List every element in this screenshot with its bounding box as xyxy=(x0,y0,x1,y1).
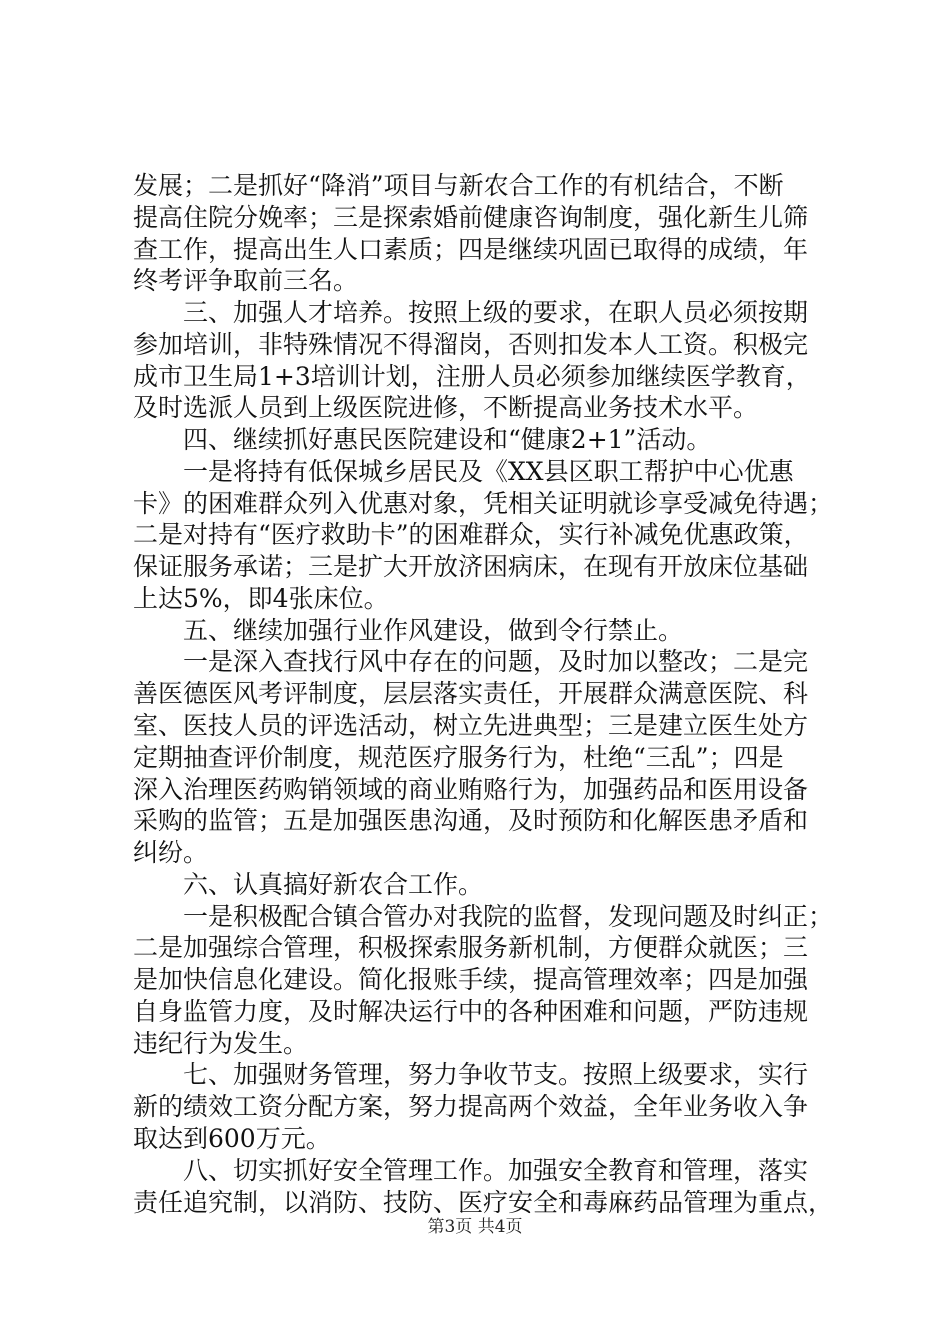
body-line: 二是对持有“医疗救助卡”的困难群众，实行补减免优惠政策， xyxy=(133,520,809,550)
body-line: 五、继续加强行业作风建设，做到令行禁止。 xyxy=(133,615,684,645)
body-line: 保证服务承诺；三是扩大开放济困病床，在现有开放床位基础 xyxy=(133,552,809,582)
body-line: 成市卫生局1+3培训计划，注册人员必须参加继续医学教育， xyxy=(133,361,811,391)
page-number-footer: 第3页 共4页 xyxy=(427,1217,523,1237)
body-line: 深入治理医药购销领域的商业贿赂行为，加强药品和医用设备 xyxy=(133,774,809,804)
body-line: 取达到600万元。 xyxy=(133,1123,331,1153)
body-line: 定期抽查评价制度，规范医疗服务行为，杜绝“三乱”；四是 xyxy=(133,742,784,772)
document-body xyxy=(133,170,834,1218)
body-line: 一是将持有低保城乡居民及《XX县区职工帮护中心优惠 xyxy=(133,456,794,486)
body-line: 八、切实抓好安全管理工作。加强安全教育和管理，落实 xyxy=(133,1155,809,1185)
body-line: 采购的监管；五是加强医患沟通，及时预防和化解医患矛盾和 xyxy=(133,806,809,836)
body-line: 二是加强综合管理，积极探索服务新机制，方便群众就医；三 xyxy=(133,933,809,963)
body-line: 四、继续抓好惠民医院建设和“健康2+1”活动。 xyxy=(133,425,712,455)
body-line: 室、医技人员的评选活动，树立先进典型；三是建立医生处方 xyxy=(133,711,809,741)
body-line: 发展；二是抓好“降消”项目与新农合工作的有机结合，不断 xyxy=(133,171,784,200)
body-line: 是加快信息化建设。简化报账手续，提高管理效率；四是加强 xyxy=(133,965,809,995)
body-line: 查工作，提高出生人口素质；四是继续巩固已取得的成绩，年 xyxy=(133,234,809,264)
body-line: 终考评争取前三名。 xyxy=(133,266,359,296)
body-line: 及时选派人员到上级医院进修，不断提高业务技术水平。 xyxy=(133,393,759,423)
body-line: 一是积极配合镇合管办对我院的监督，发现问题及时纠正； xyxy=(133,901,834,931)
body-line: 责任追究制，以消防、技防、医疗安全和毒麻药品管理为重点， xyxy=(133,1187,834,1217)
body-line: 三、加强人才培养。按照上级的要求，在职人员必须按期 xyxy=(133,298,809,328)
body-line: 善医德医风考评制度，层层落实责任，开展群众满意医院、科 xyxy=(133,679,809,709)
body-line: 参加培训，非特殊情况不得溜岗，否则扣发本人工资。积极完 xyxy=(133,329,809,359)
body-line: 六、认真搞好新农合工作。 xyxy=(133,869,484,899)
body-line: 提高住院分娩率；三是探索婚前健康咨询制度，强化新生儿筛 xyxy=(133,202,809,232)
body-line: 上达5%，即4张床位。 xyxy=(133,583,389,613)
body-line: 一是深入查找行风中存在的问题，及时加以整改；二是完 xyxy=(133,647,809,677)
body-line: 违纪行为发生。 xyxy=(133,1028,309,1058)
body-line: 七、加强财务管理，努力争收节支。按照上级要求，实行 xyxy=(133,1060,809,1090)
body-line: 新的绩效工资分配方案，努力提高两个效益，全年业务收入争 xyxy=(133,1092,809,1122)
body-line: 自身监管力度，及时解决运行中的各种困难和问题，严防违规 xyxy=(133,996,809,1026)
body-line: 卡》的困难群众列入优惠对象，凭相关证明就诊享受减免待遇； xyxy=(133,488,834,518)
body-line: 纠纷。 xyxy=(133,838,209,868)
